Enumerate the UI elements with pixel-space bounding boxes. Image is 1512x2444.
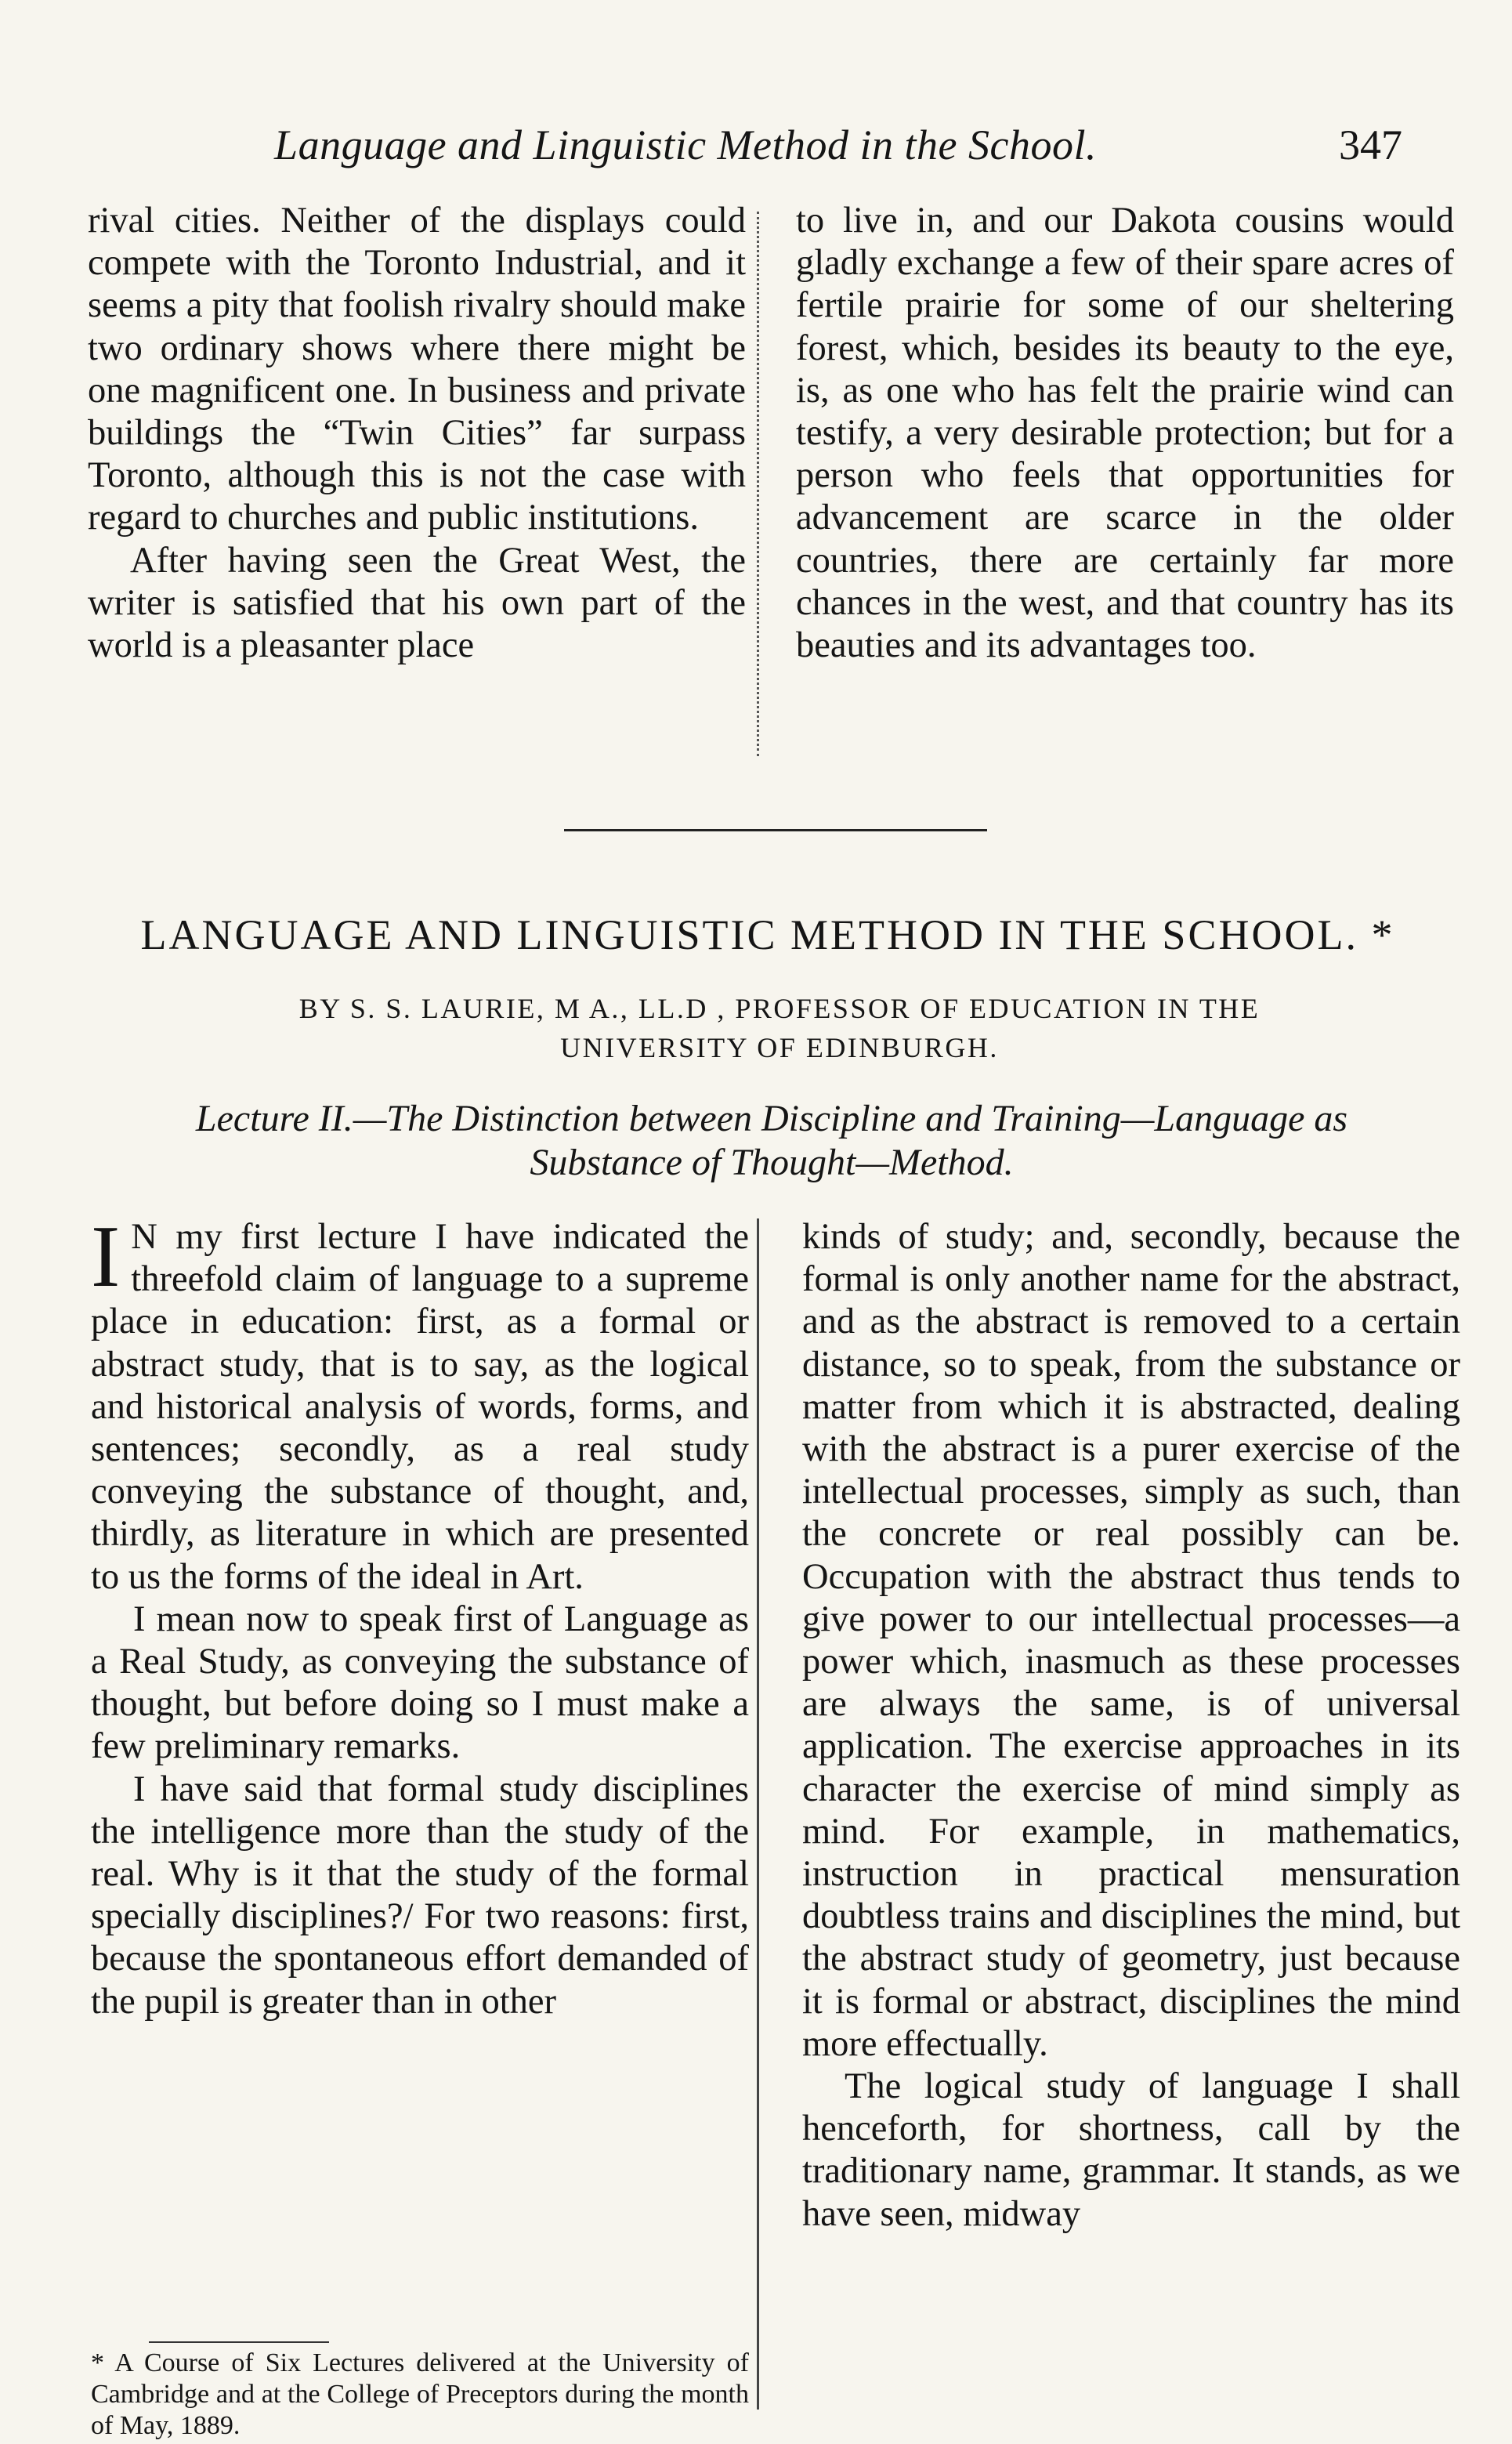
footnote-rule [149, 2341, 329, 2343]
paragraph: to live in, and our Dakota cousins would gladly exchange a few of their spare acres of fertile prairie for some of our sheltering forest, which, besides its beauty to the eye, is, as one who has felt the prairie wind can testify, a very desirable protection; but for a person who feels that opportunities for advancement are scarce in the older countries, there are certainly far more chances in the west, and that country has its beauties and its advantages too. [796, 201, 1454, 666]
paragraph: I mean now to speak first of Language as a Real Study, as conveying the substance of thought, but before doing so I must make a few preliminary remarks. [91, 1599, 749, 1767]
paragraph: I have said that formal study disciplines the intelligence more than the study of the real. Why is it that the study of the formal specially disciplines?/ For two reasons: first, because the spontaneous effort demanded of the pupil is greater than in other [91, 1769, 749, 2022]
paragraph: The logical study of language I shall henceforth, for shortness, call by the traditionary name, grammar. It stands, as we have seen, midway [802, 2066, 1460, 2234]
column-divider [757, 1218, 759, 2410]
continued-text-left-column [88, 200, 746, 667]
byline-line: BY S. S. LAURIE, M A., LL.D , PROFESSOR OF EDUCATION IN THE [298, 993, 1261, 1024]
paragraph: After having seen the Great West, the writer is satisfied that his own part of the world is a pleasanter place [88, 540, 746, 666]
byline-line: UNIVERSITY OF EDINBURGH. [560, 1032, 999, 1063]
opening-text: N my first lecture I have indicated the threefold claim of language to a supreme place in education: first, as a formal or abstract study, that is to say, as the logical and historical analysis of words, forms, and sentences; secondly, as a real study conveying the substance of thought, and, thirdly, as literature in which are presented to us the forms of the ideal in Art. [91, 1217, 749, 1597]
paragraph: rival cities. Neither of the displays could compete with the Toronto Industrial, and it seems a pity that foolish rivalry should make two ordinary shows where there might be one magnificent one. In business and private buildings the “Twin Cities” far surpass Toronto, although this is not the case with regard to churches and public institutions. [88, 201, 746, 538]
section-divider [564, 829, 987, 831]
column-divider [757, 212, 759, 756]
page-number: 347 [1339, 121, 1402, 168]
lecture-title [86, 1097, 1457, 1185]
running-head [86, 118, 1465, 172]
footnote: * A Course of Six Lectures delivered at the University of Cambridge and at the College of Preceptors during the month of May, 1889. [91, 2348, 749, 2440]
opening-paragraph [91, 1208, 749, 1599]
lecture-title-line: Substance of Thought—Method. [530, 1142, 1014, 1183]
continued-text-right-column [796, 200, 1454, 667]
paragraph: kinds of study; and, secondly, because the formal is only another name for the abstract, and as the abstract is removed to a certain distance, so to speak, from the substance or matter from which it is abstracted, dealing with the abstract is a purer exercise of the intellectual processes, simply as such, than the concrete or real possibly can be. Occupation with the abstract thus tends to give power to our intellectual processes—a power which, inasmuch as these processes are always the same, is of universal application. The exercise approaches in its character the exercise of mind simply as mind. For example, in mathematics, instruction in practical mensuration doubtless trains and disciplines the mind, but the abstract study of geometry, just because it is formal or abstract, disciplines the mind more effectually. [802, 1217, 1460, 2064]
article-right-column [802, 1216, 1460, 2236]
article-title: LANGUAGE AND LINGUISTIC METHOD IN THE SCHOOL. * [140, 911, 1395, 958]
article-left-column [91, 1208, 749, 2023]
byline [204, 989, 1355, 1067]
lecture-title-line: Lecture II.—The Distinction between Discipline and Training—Language as [195, 1098, 1348, 1139]
running-title: Language and Linguistic Method in the School. [274, 121, 1097, 168]
drop-cap: I [91, 1208, 121, 1305]
